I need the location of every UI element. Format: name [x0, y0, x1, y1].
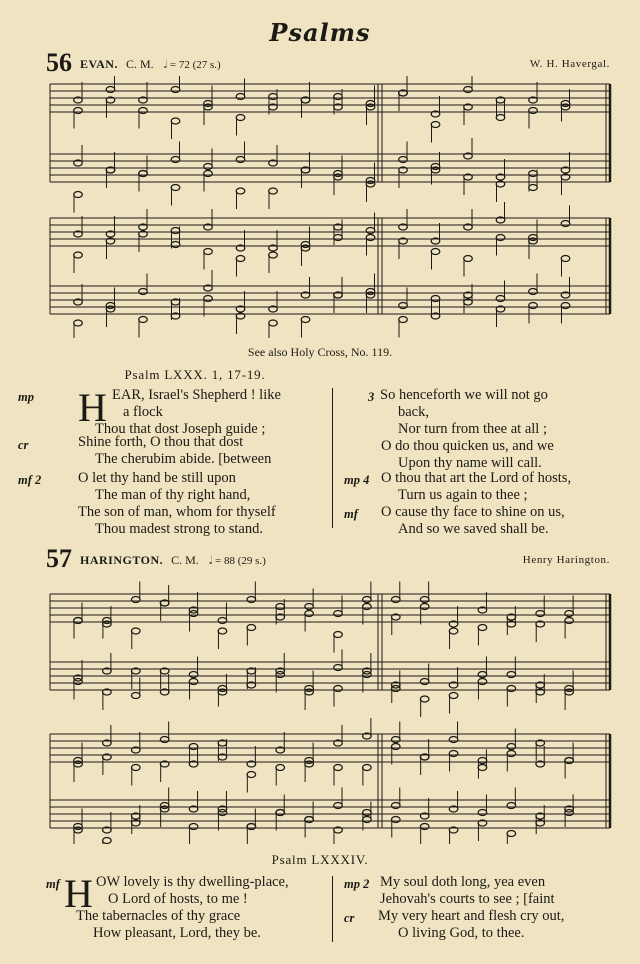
note-head — [507, 686, 516, 692]
note-head — [139, 289, 148, 295]
dynamic-marking: mf — [46, 877, 60, 891]
tempo-marking: 𝅗𝅥 = 72 (27 s.) — [163, 59, 221, 71]
note-head — [131, 693, 140, 699]
note-head — [131, 597, 140, 603]
verse-line: Turn us again to thee ; — [398, 487, 528, 503]
note-head — [171, 118, 180, 124]
note-head — [420, 604, 429, 610]
note-head — [236, 256, 245, 262]
note-head — [276, 765, 285, 771]
note-head — [561, 303, 570, 309]
note-head — [391, 817, 400, 823]
note-head — [305, 817, 314, 823]
note-head — [218, 618, 227, 624]
note-head — [536, 611, 545, 617]
note-head — [449, 751, 458, 757]
psalm-reference: Psalm LXXX. 1, 17-19. — [124, 367, 266, 382]
note-head — [171, 185, 180, 191]
note-head — [464, 256, 473, 262]
note-head — [247, 625, 256, 631]
note-head — [366, 228, 375, 234]
note-head — [236, 188, 245, 194]
verse-line: The man of thy right hand, — [95, 487, 251, 503]
verse-line: back, — [398, 404, 429, 420]
note-head — [334, 686, 343, 692]
note-head — [507, 751, 516, 757]
verse-line: O let thy hand be still upon — [78, 470, 236, 486]
note-head — [276, 810, 285, 816]
note-head — [391, 737, 400, 743]
note-head — [431, 296, 440, 302]
note-head — [363, 597, 372, 603]
verse-line: Upon thy name will call. — [398, 455, 542, 471]
note-head — [139, 108, 148, 114]
hymn-57-header — [46, 544, 266, 574]
note-head — [74, 252, 83, 258]
note-head — [334, 235, 343, 241]
dynamic-marking: cr — [344, 911, 355, 925]
note-head — [334, 611, 343, 617]
note-head — [269, 94, 278, 100]
music-score-hymn-57 — [40, 574, 620, 844]
verse-line: My very heart and flesh cry out, — [378, 908, 565, 924]
note-head — [139, 171, 148, 177]
verse-line: Thou that dost Joseph guide ; — [95, 421, 266, 437]
verse-line: EAR, Israel's Shepherd ! like — [112, 387, 281, 403]
note-head — [478, 810, 487, 816]
note-head — [74, 108, 83, 114]
note-head — [204, 249, 213, 255]
note-head — [276, 604, 285, 610]
verse-line: Thou madest strong to stand. — [95, 521, 263, 537]
psalm-reference: Psalm LXXXIV. — [271, 852, 369, 867]
note-head — [305, 611, 314, 617]
staff-system-2 — [50, 734, 610, 828]
note-head — [565, 758, 574, 764]
note-head — [420, 824, 429, 830]
note-head — [334, 803, 343, 809]
note-head — [420, 696, 429, 702]
note-head — [247, 772, 256, 778]
verse-line: Shine forth, O thou that dost — [78, 434, 244, 450]
note-head — [189, 824, 198, 830]
note-head — [464, 87, 473, 93]
note-head — [363, 765, 372, 771]
note-head — [496, 115, 505, 121]
note-head — [478, 758, 487, 764]
dynamic-marking: mp 4 — [344, 473, 370, 487]
note-head — [529, 108, 538, 114]
note-head — [529, 303, 538, 309]
note-head — [420, 597, 429, 603]
note-head — [204, 171, 213, 177]
verse-line: The son of man, whom for thyself — [78, 504, 276, 520]
dynamic-marking: mf — [344, 507, 358, 521]
meter: C. M. — [171, 553, 199, 567]
note-head — [529, 171, 538, 177]
verse-line: O do thou quicken us, and we — [381, 438, 554, 454]
note-head — [507, 672, 516, 678]
note-head — [171, 157, 180, 163]
note-head — [247, 824, 256, 830]
column-divider — [332, 876, 333, 942]
dynamic-marking: mp — [18, 390, 34, 404]
notes-57 — [74, 582, 574, 845]
tune-name: EVAN. — [80, 57, 118, 71]
note-head — [204, 296, 213, 302]
see-also-note: See also Holy Cross, No. 119. — [247, 345, 393, 359]
note-head — [301, 317, 310, 323]
note-head — [420, 679, 429, 685]
note-head — [236, 115, 245, 121]
meter: C. M. — [125, 57, 154, 71]
note-head — [561, 221, 570, 227]
note-head — [160, 737, 169, 743]
note-head — [507, 831, 516, 837]
note-head — [529, 289, 538, 295]
drop-cap: H — [78, 385, 107, 430]
verse-line: How pleasant, Lord, they be. — [93, 925, 261, 941]
note-head — [399, 317, 408, 323]
note-head — [269, 252, 278, 258]
note-head — [171, 87, 180, 93]
note-head — [431, 249, 440, 255]
note-head — [496, 296, 505, 302]
verse-line: The cherubim abide. [between — [95, 451, 272, 467]
note-head — [449, 628, 458, 634]
note-head — [103, 838, 112, 844]
note-head — [449, 693, 458, 699]
note-head — [236, 94, 245, 100]
note-head — [171, 242, 180, 248]
note-head — [399, 303, 408, 309]
note-head — [391, 744, 400, 750]
note-head — [366, 235, 375, 241]
verse-line: O thou that art the Lord of hosts, — [381, 470, 572, 486]
note-head — [565, 618, 574, 624]
note-head — [478, 672, 487, 678]
dynamic-marking: cr — [18, 438, 29, 452]
verse-line: My soul doth long, yea even — [380, 874, 546, 890]
note-head — [431, 122, 440, 128]
note-head — [449, 737, 458, 743]
staff-system-2 — [50, 218, 610, 314]
note-head — [171, 228, 180, 234]
note-head — [363, 604, 372, 610]
note-head — [507, 744, 516, 750]
note-head — [305, 604, 314, 610]
note-head — [334, 94, 343, 100]
note-head — [139, 317, 148, 323]
note-head — [269, 320, 278, 326]
staff-system-1 — [50, 594, 610, 690]
verse-line: a flock — [123, 404, 163, 420]
composer: W. H. Havergal. — [529, 58, 610, 70]
note-head — [529, 185, 538, 191]
dynamic-marking: mp 2 — [344, 877, 370, 891]
note-head — [496, 235, 505, 241]
note-head — [74, 192, 83, 198]
music-score-hymn-56 — [40, 76, 620, 338]
note-head — [131, 628, 140, 634]
note-head — [189, 744, 198, 750]
note-head — [204, 164, 213, 170]
note-head — [131, 765, 140, 771]
note-head — [478, 625, 487, 631]
hymn-number: 56 — [46, 48, 72, 77]
verse-line: The tabernacles of thy grace — [76, 908, 241, 924]
tempo-marking: 𝅗𝅥 = 88 (29 s.) — [208, 555, 266, 567]
tune-name: HARINGTON. — [80, 553, 164, 567]
composer: Henry Harington. — [522, 554, 610, 566]
note-head — [74, 618, 83, 624]
verse-line: So henceforth we will not go — [380, 387, 548, 403]
note-head — [218, 628, 227, 634]
verse-line: O cause thy face to shine on us, — [381, 504, 565, 520]
note-head — [189, 679, 198, 685]
note-head — [74, 320, 83, 326]
note-head — [236, 157, 245, 163]
notes-56 — [74, 76, 570, 338]
note-head — [561, 256, 570, 262]
verse-line: Nor turn from thee at all ; — [398, 421, 547, 437]
note-head — [565, 611, 574, 617]
verse-line: And so we saved shall be. — [398, 521, 549, 537]
drop-cap: H — [64, 871, 93, 916]
staff-system-1 — [50, 84, 610, 182]
note-head — [507, 803, 516, 809]
note-head — [269, 188, 278, 194]
dynamic-marking: mf 2 — [18, 473, 42, 487]
note-head — [391, 597, 400, 603]
page-title: Psalms — [269, 18, 371, 47]
note-head — [334, 765, 343, 771]
note-head — [363, 817, 372, 823]
note-head — [189, 672, 198, 678]
note-head — [391, 803, 400, 809]
note-head — [247, 597, 256, 603]
dynamic-marking: 3 — [368, 390, 375, 404]
verse-line: O Lord of hosts, to me ! — [108, 891, 248, 907]
column-divider — [332, 388, 333, 528]
note-head — [478, 765, 487, 771]
note-head — [478, 679, 487, 685]
verse-line: OW lovely is thy dwelling-place, — [96, 874, 289, 890]
note-head — [399, 157, 408, 163]
hymn-56-header — [46, 48, 221, 78]
note-head — [106, 87, 115, 93]
verse-line: O living God, to thee. — [398, 925, 525, 941]
note-head — [334, 665, 343, 671]
note-head — [363, 810, 372, 816]
note-head — [334, 632, 343, 638]
hymn-number: 57 — [46, 544, 72, 573]
verse-line: Jehovah's courts to see ; [faint — [380, 891, 555, 907]
